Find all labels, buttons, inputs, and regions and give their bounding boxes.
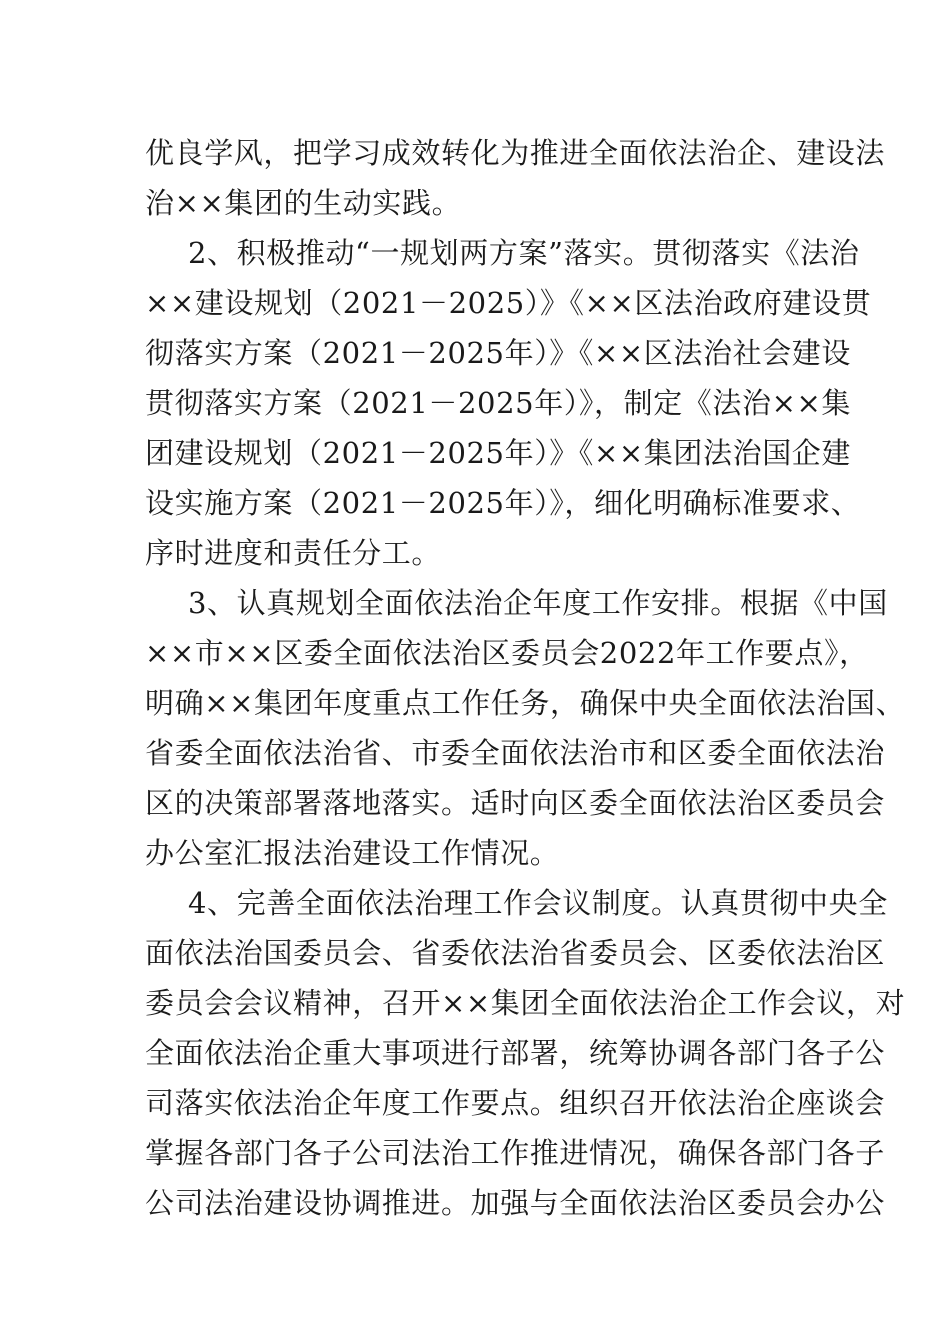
paragraph-start-line: 3、认真规划全面依法治企年度工作安排。根据《中国 <box>188 586 888 620</box>
text-line: 团建设规划（2021－2025年）》《××集团法治国企建 <box>145 436 852 470</box>
text-line: 设实施方案（2021－2025年）》，细化明确标准要求、 <box>145 486 861 520</box>
text-line: 面依法治国委员会、省委依法治省委员会、区委依法治区 <box>145 936 886 970</box>
text-line: ××市××区委全面依法治区委员会2022年工作要点》， <box>145 636 869 670</box>
text-line: 优良学风，把学习成效转化为推进全面依法治企、建设法 <box>145 136 886 170</box>
text-line: 委员会会议精神，召开××集团全面依法治企工作会议，对 <box>145 986 906 1020</box>
text-line: 省委全面依法治省、市委全面依法治市和区委全面依法治 <box>145 736 886 770</box>
text-line: 办公室汇报法治建设工作情况。 <box>145 836 560 870</box>
text-line: 彻落实方案（2021－2025年）》《××区法治社会建设 <box>145 336 852 370</box>
text-line: 贯彻落实方案（2021－2025年）》，制定《法治××集 <box>145 386 852 420</box>
text-line: 全面依法治企重大事项进行部署，统筹协调各部门各子公 <box>145 1036 886 1070</box>
paragraph-start-line: 2、积极推动“一规划两方案”落实。贯彻落实《法治 <box>188 236 860 270</box>
text-line: 公司法治建设协调推进。加强与全面依法治区委员会办公 <box>145 1186 886 1220</box>
text-line: 司落实依法治企年度工作要点。组织召开依法治企座谈会 <box>145 1086 886 1120</box>
text-line: ××建设规划（2021－2025）》《××区法治政府建设贯 <box>145 286 872 320</box>
text-line: 明确××集团年度重点工作任务，确保中央全面依法治国、 <box>145 686 906 720</box>
paragraph-start-line: 4、完善全面依法治理工作会议制度。认真贯彻中央全 <box>188 886 888 920</box>
text-line: 区的决策部署落地落实。适时向区委全面依法治区委员会 <box>145 786 886 820</box>
text-line: 序时进度和责任分工。 <box>145 536 442 570</box>
text-line: 治××集团的生动实践。 <box>145 186 462 220</box>
text-line: 掌握各部门各子公司法治工作推进情况，确保各部门各子 <box>145 1136 886 1170</box>
